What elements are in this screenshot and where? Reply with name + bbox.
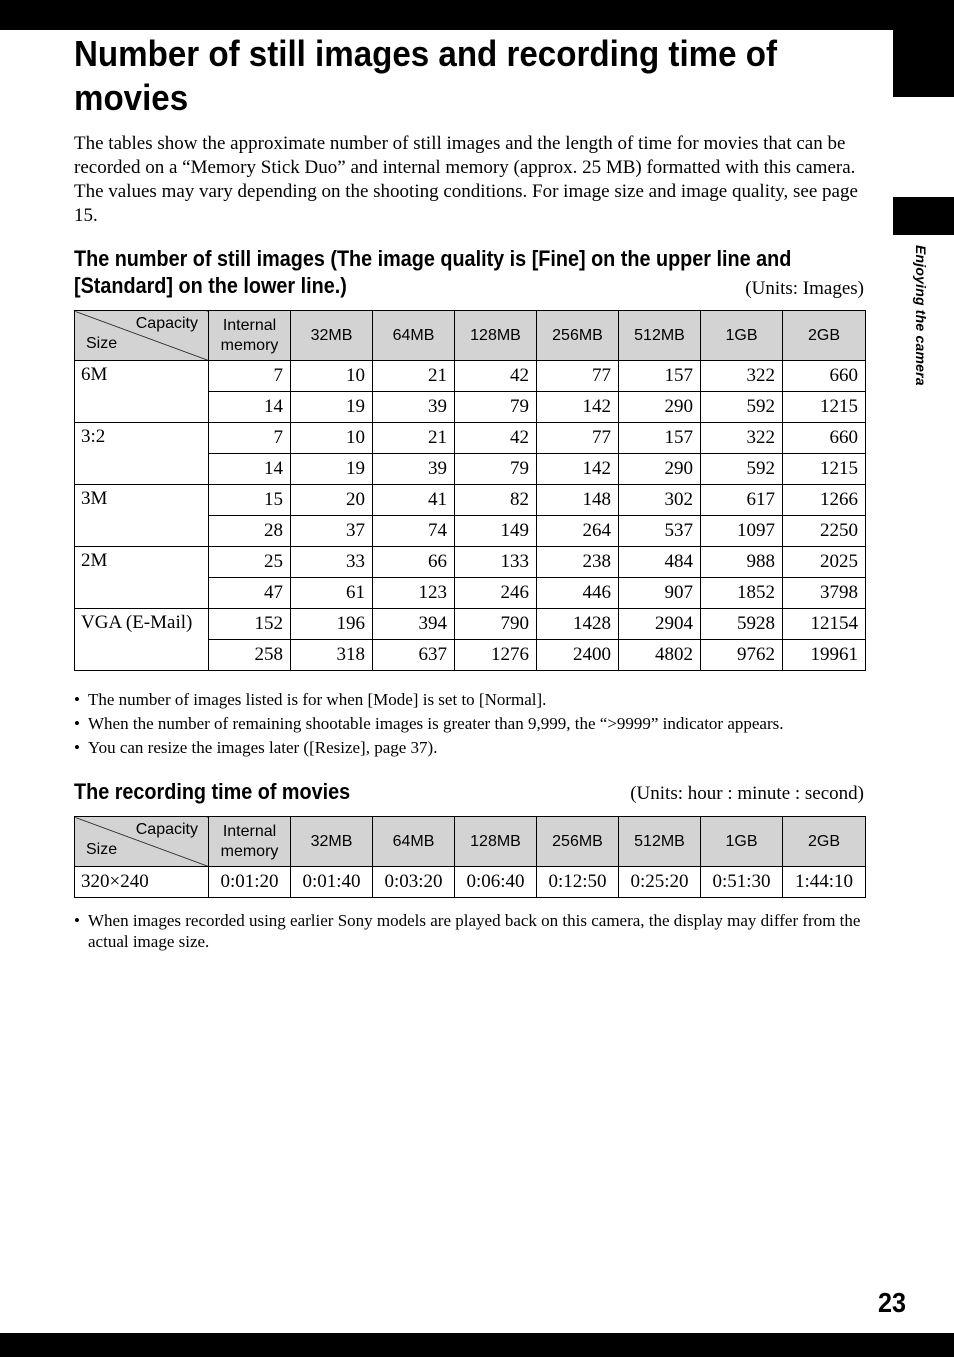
standard-value-cell: 592 <box>701 454 783 485</box>
standard-value-cell: 39 <box>373 392 455 423</box>
note-item: • You can resize the images later ([Resize], page 37). <box>74 737 864 758</box>
standard-value-cell: 1215 <box>783 392 866 423</box>
standard-value-cell: 47 <box>209 578 291 609</box>
fine-value-cell: 41 <box>373 485 455 516</box>
fine-value-cell: 42 <box>455 423 537 454</box>
standard-value-cell: 258 <box>209 640 291 671</box>
standard-value-cell: 14 <box>209 454 291 485</box>
still-notes-list <box>74 689 864 761</box>
standard-value-cell: 142 <box>537 454 619 485</box>
fine-value-cell: 2025 <box>783 547 866 578</box>
standard-value-cell: 537 <box>619 516 701 547</box>
column-header: 512MB <box>619 817 701 867</box>
standard-value-cell: 28 <box>209 516 291 547</box>
movie-notes-list <box>74 910 864 955</box>
side-section-label: Enjoying the camera <box>913 245 929 386</box>
table-row <box>75 609 866 640</box>
fine-value-cell: 77 <box>537 423 619 454</box>
time-value-cell: 0:01:20 <box>209 867 291 898</box>
standard-value-cell: 19 <box>291 454 373 485</box>
fine-value-cell: 988 <box>701 547 783 578</box>
fine-value-cell: 33 <box>291 547 373 578</box>
row-size-label: 6M <box>75 361 209 423</box>
row-size-label: 3:2 <box>75 423 209 485</box>
standard-value-cell: 264 <box>537 516 619 547</box>
chapter-tab-top <box>893 30 954 97</box>
fine-value-cell: 152 <box>209 609 291 640</box>
table-header-row <box>75 311 866 361</box>
column-header: 64MB <box>373 311 455 361</box>
column-header: 128MB <box>455 817 537 867</box>
column-header: 2GB <box>783 311 866 361</box>
fine-value-cell: 617 <box>701 485 783 516</box>
movie-table <box>74 816 866 898</box>
note-item: • When images recorded using earlier Sony models are played back on this camera, the display may differ from the actual image size. <box>74 910 864 952</box>
fine-value-cell: 790 <box>455 609 537 640</box>
standard-value-cell: 19961 <box>783 640 866 671</box>
movie-heading: The recording time of movies <box>74 779 351 804</box>
table-header-row <box>75 817 866 867</box>
row-size-label: 3M <box>75 485 209 547</box>
intro-paragraph: The tables show the approximate number of still images and the length of time for movies that can be recorded on a “Memory Stick Duo” and internal memory (approx. 25 MB) formatted with this camera. The values may vary depending on the shooting conditions. For image size and image quality, see page 15. <box>74 133 858 226</box>
row-size-label: 320×240 <box>75 867 209 898</box>
standard-value-cell: 123 <box>373 578 455 609</box>
column-header: 2GB <box>783 817 866 867</box>
capacity-label: Capacity <box>135 315 198 332</box>
fine-value-cell: 660 <box>783 361 866 392</box>
column-header: 512MB <box>619 311 701 361</box>
time-value-cell: 0:12:50 <box>537 867 619 898</box>
table-row <box>75 361 866 392</box>
still-images-table <box>74 310 866 671</box>
fine-value-cell: 157 <box>619 423 701 454</box>
standard-value-cell: 2250 <box>783 516 866 547</box>
fine-value-cell: 322 <box>701 361 783 392</box>
fine-value-cell: 66 <box>373 547 455 578</box>
standard-value-cell: 37 <box>291 516 373 547</box>
top-black-bar <box>0 0 954 30</box>
fine-value-cell: 7 <box>209 361 291 392</box>
still-images-heading: The number of still images (The image quality is [Fine] on the upper line and [Standard] on the lower line.) <box>74 246 792 298</box>
fine-value-cell: 157 <box>619 361 701 392</box>
row-size-label: 2M <box>75 547 209 609</box>
column-header: 256MB <box>537 817 619 867</box>
fine-value-cell: 133 <box>455 547 537 578</box>
fine-value-cell: 10 <box>291 423 373 454</box>
standard-value-cell: 592 <box>701 392 783 423</box>
column-header: 32MB <box>291 817 373 867</box>
standard-value-cell: 61 <box>291 578 373 609</box>
column-header: Internal memory <box>209 817 291 867</box>
standard-value-cell: 637 <box>373 640 455 671</box>
standard-value-cell: 1276 <box>455 640 537 671</box>
fine-value-cell: 660 <box>783 423 866 454</box>
row-size-label: VGA (E-Mail) <box>75 609 209 671</box>
fine-value-cell: 484 <box>619 547 701 578</box>
time-value-cell: 0:03:20 <box>373 867 455 898</box>
note-item: • The number of images listed is for when [Mode] is set to [Normal]. <box>74 689 864 710</box>
note-item: • When the number of remaining shootable images is greater than 9,999, the “>9999” indicator appears. <box>74 713 864 734</box>
column-header: 1GB <box>701 311 783 361</box>
time-value-cell: 0:01:40 <box>291 867 373 898</box>
column-header: Internal memory <box>209 311 291 361</box>
standard-value-cell: 290 <box>619 454 701 485</box>
fine-value-cell: 20 <box>291 485 373 516</box>
column-header: 256MB <box>537 311 619 361</box>
standard-value-cell: 1852 <box>701 578 783 609</box>
page-title: Number of still images and recording time of movies <box>74 33 777 118</box>
time-value-cell: 1:44:10 <box>783 867 866 898</box>
standard-value-cell: 142 <box>537 392 619 423</box>
standard-value-cell: 907 <box>619 578 701 609</box>
fine-value-cell: 21 <box>373 423 455 454</box>
fine-value-cell: 12154 <box>783 609 866 640</box>
fine-value-cell: 7 <box>209 423 291 454</box>
fine-value-cell: 394 <box>373 609 455 640</box>
table-row <box>75 547 866 578</box>
time-value-cell: 0:25:20 <box>619 867 701 898</box>
fine-value-cell: 1266 <box>783 485 866 516</box>
fine-value-cell: 148 <box>537 485 619 516</box>
table-row <box>75 485 866 516</box>
standard-value-cell: 19 <box>291 392 373 423</box>
fine-value-cell: 1428 <box>537 609 619 640</box>
column-header: 1GB <box>701 817 783 867</box>
bottom-black-bar <box>0 1333 954 1357</box>
column-header: 128MB <box>455 311 537 361</box>
size-label: Size <box>86 841 118 858</box>
standard-value-cell: 39 <box>373 454 455 485</box>
table-row <box>75 423 866 454</box>
standard-value-cell: 246 <box>455 578 537 609</box>
fine-value-cell: 15 <box>209 485 291 516</box>
size-label: Size <box>86 335 118 352</box>
column-header: 64MB <box>373 817 455 867</box>
standard-value-cell: 3798 <box>783 578 866 609</box>
fine-value-cell: 42 <box>455 361 537 392</box>
standard-value-cell: 14 <box>209 392 291 423</box>
corner-header <box>75 311 209 361</box>
fine-value-cell: 82 <box>455 485 537 516</box>
standard-value-cell: 446 <box>537 578 619 609</box>
corner-header <box>75 817 209 867</box>
movie-units: (Units: hour : minute : second) <box>630 783 864 804</box>
table-row <box>75 867 866 898</box>
standard-value-cell: 1097 <box>701 516 783 547</box>
standard-value-cell: 318 <box>291 640 373 671</box>
standard-value-cell: 79 <box>455 392 537 423</box>
time-value-cell: 0:51:30 <box>701 867 783 898</box>
standard-value-cell: 74 <box>373 516 455 547</box>
standard-value-cell: 149 <box>455 516 537 547</box>
column-header: 32MB <box>291 311 373 361</box>
standard-value-cell: 1215 <box>783 454 866 485</box>
standard-value-cell: 2400 <box>537 640 619 671</box>
fine-value-cell: 238 <box>537 547 619 578</box>
fine-value-cell: 302 <box>619 485 701 516</box>
page-number: 23 <box>878 1287 907 1318</box>
chapter-tab-marker <box>893 197 954 235</box>
fine-value-cell: 21 <box>373 361 455 392</box>
time-value-cell: 0:06:40 <box>455 867 537 898</box>
capacity-label: Capacity <box>135 821 198 838</box>
fine-value-cell: 196 <box>291 609 373 640</box>
fine-value-cell: 2904 <box>619 609 701 640</box>
standard-value-cell: 4802 <box>619 640 701 671</box>
standard-value-cell: 9762 <box>701 640 783 671</box>
fine-value-cell: 77 <box>537 361 619 392</box>
still-units: (Units: Images) <box>745 278 864 299</box>
standard-value-cell: 79 <box>455 454 537 485</box>
fine-value-cell: 10 <box>291 361 373 392</box>
standard-value-cell: 290 <box>619 392 701 423</box>
fine-value-cell: 25 <box>209 547 291 578</box>
fine-value-cell: 5928 <box>701 609 783 640</box>
fine-value-cell: 322 <box>701 423 783 454</box>
